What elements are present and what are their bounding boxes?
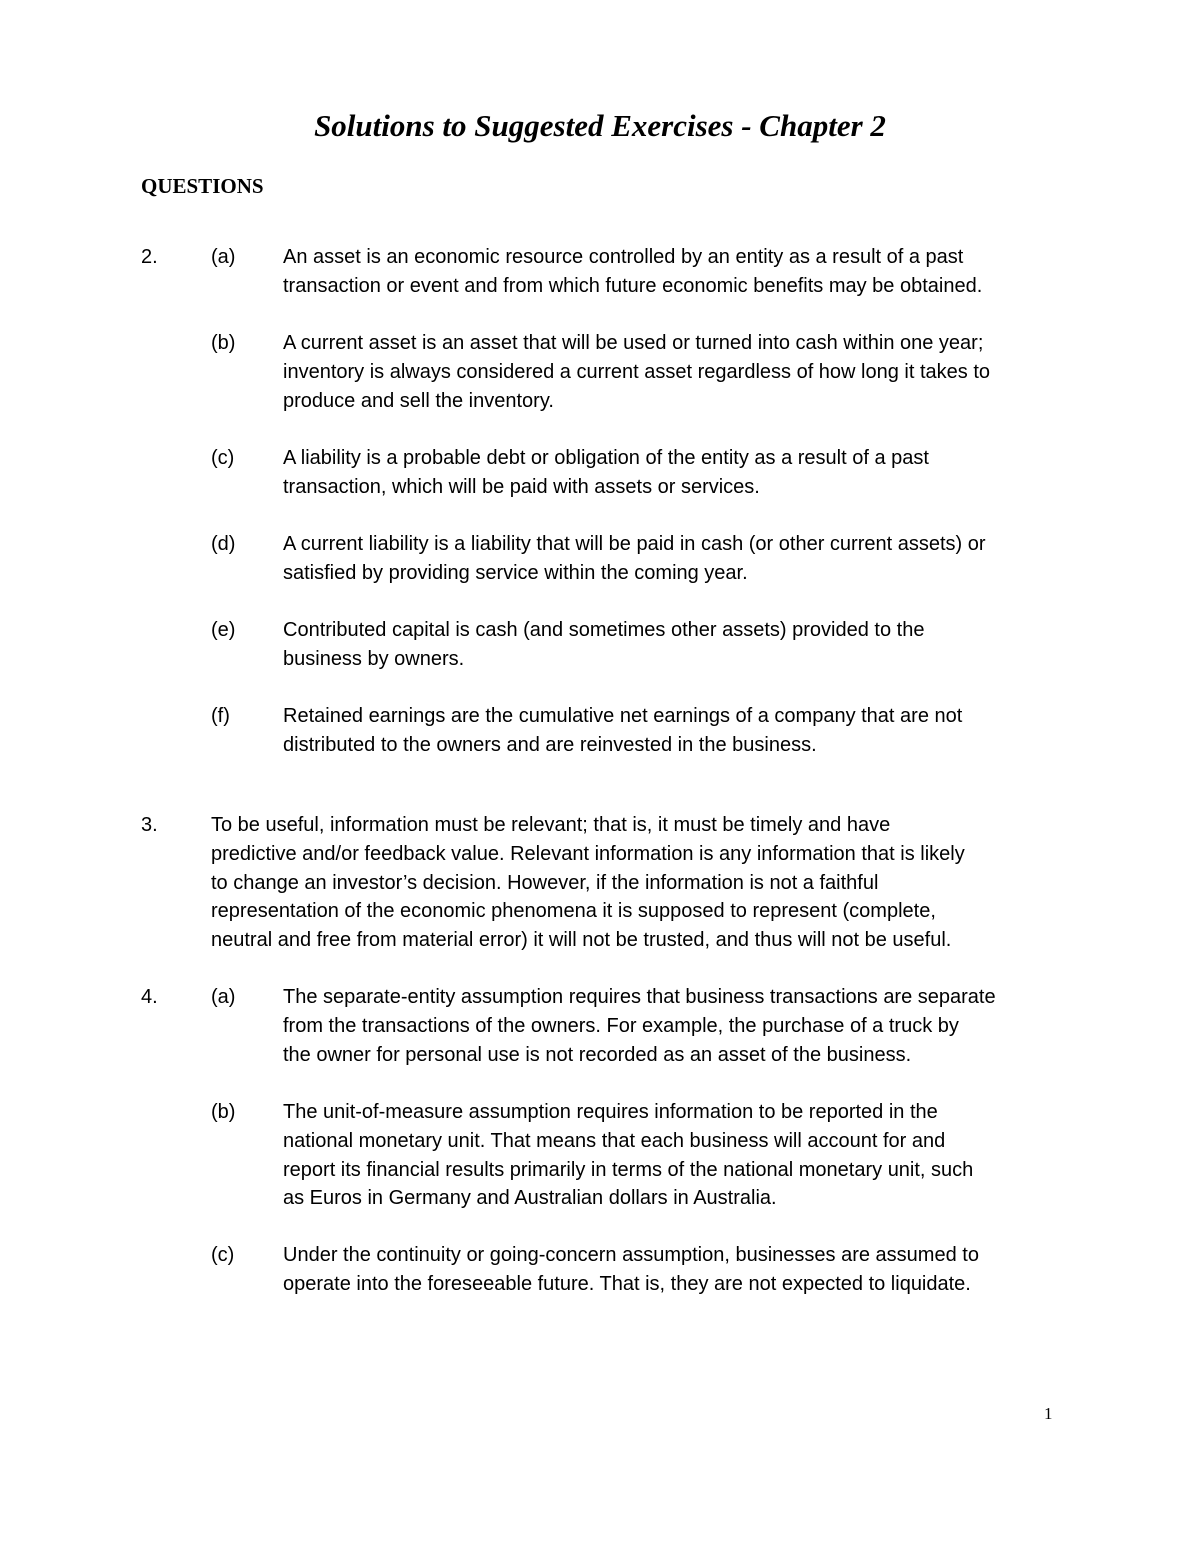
answer-2a bbox=[283, 243, 1073, 301]
answer-line: The separate-entity assumption requires that business transactions are separate bbox=[283, 986, 996, 1008]
item-letter-2d: (d) bbox=[211, 533, 236, 555]
item-letter-2f: (f) bbox=[211, 705, 230, 727]
answer-2b bbox=[283, 329, 1073, 415]
answer-line: To be useful, information must be relevant; that is, it must be timely and have bbox=[211, 814, 891, 836]
answer-line: A current liability is a liability that will be paid in cash (or other current assets) or bbox=[283, 533, 986, 555]
item-letter-2c: (c) bbox=[211, 447, 235, 469]
answer-line: the owner for personal use is not recorded as an asset of the business. bbox=[283, 1043, 912, 1066]
answer-4a bbox=[283, 983, 1073, 1069]
answer-line: Retained earnings are the cumulative net earnings of a company that are not bbox=[283, 705, 963, 727]
page-title: Solutions to Suggested Exercises - Chapter 2 bbox=[314, 108, 886, 143]
item-letter-4b: (b) bbox=[211, 1101, 236, 1123]
page-number: 1 bbox=[1044, 1404, 1053, 1423]
answer-line: neutral and free from material error) it will not be trusted, and thus will not be useful. bbox=[211, 929, 952, 952]
answer-line: national monetary unit. That means that each business will account for and bbox=[283, 1129, 946, 1152]
answer-line: satisfied by providing service within the coming year. bbox=[283, 561, 748, 584]
item-letter-4a: (a) bbox=[211, 986, 236, 1008]
answer-line: transaction or event and from which future economic benefits may be obtained. bbox=[283, 274, 983, 297]
answer-line: representation of the economic phenomena it is supposed to represent (complete, bbox=[211, 900, 936, 923]
question-number-4: 4. bbox=[141, 986, 158, 1008]
answer-3 bbox=[211, 811, 1071, 955]
item-letter-4c: (c) bbox=[211, 1244, 235, 1266]
answer-line: business by owners. bbox=[283, 647, 465, 670]
answer-line: A current asset is an asset that will be used or turned into cash within one year; bbox=[283, 332, 984, 354]
answer-line: A liability is a probable debt or obligation of the entity as a result of a past bbox=[283, 447, 929, 469]
answer-line: as Euros in Germany and Australian dollars in Australia. bbox=[283, 1187, 777, 1210]
answer-line: distributed to the owners and are reinvested in the business. bbox=[283, 733, 817, 756]
section-heading: QUESTIONS bbox=[141, 174, 264, 198]
answer-4b bbox=[283, 1098, 1073, 1213]
answer-2f bbox=[283, 702, 1073, 760]
answer-2e bbox=[283, 616, 1073, 674]
answer-line: produce and sell the inventory. bbox=[283, 389, 554, 412]
answer-line: operate into the foreseeable future. That is, they are not expected to liquidate. bbox=[283, 1272, 971, 1295]
answer-line: report its financial results primarily in terms of the national monetary unit, such bbox=[283, 1158, 974, 1181]
item-letter-2b: (b) bbox=[211, 332, 236, 354]
answer-4c bbox=[283, 1241, 1073, 1299]
answer-2d bbox=[283, 530, 1073, 588]
answer-line: from the transactions of the owners. For example, the purchase of a truck by bbox=[283, 1014, 959, 1037]
answer-line: Contributed capital is cash (and sometimes other assets) provided to the bbox=[283, 619, 925, 641]
answer-line: inventory is always considered a current asset regardless of how long it takes to bbox=[283, 360, 991, 383]
answer-line: transaction, which will be paid with assets or services. bbox=[283, 475, 760, 498]
answer-2c bbox=[283, 444, 1073, 502]
answer-line: predictive and/or feedback value. Relevant information is any information that is likely bbox=[211, 842, 965, 865]
answer-line: Under the continuity or going-concern assumption, businesses are assumed to bbox=[283, 1244, 979, 1266]
question-number-3: 3. bbox=[141, 814, 158, 836]
answer-line: An asset is an economic resource controlled by an entity as a result of a past bbox=[283, 246, 964, 268]
answer-line: to change an investor’s decision. However, if the information is not a faithful bbox=[211, 871, 879, 894]
item-letter-2e: (e) bbox=[211, 619, 236, 641]
item-letter-2a: (a) bbox=[211, 246, 236, 268]
answer-line: The unit-of-measure assumption requires information to be reported in the bbox=[283, 1101, 938, 1123]
question-number-2: 2. bbox=[141, 246, 158, 268]
